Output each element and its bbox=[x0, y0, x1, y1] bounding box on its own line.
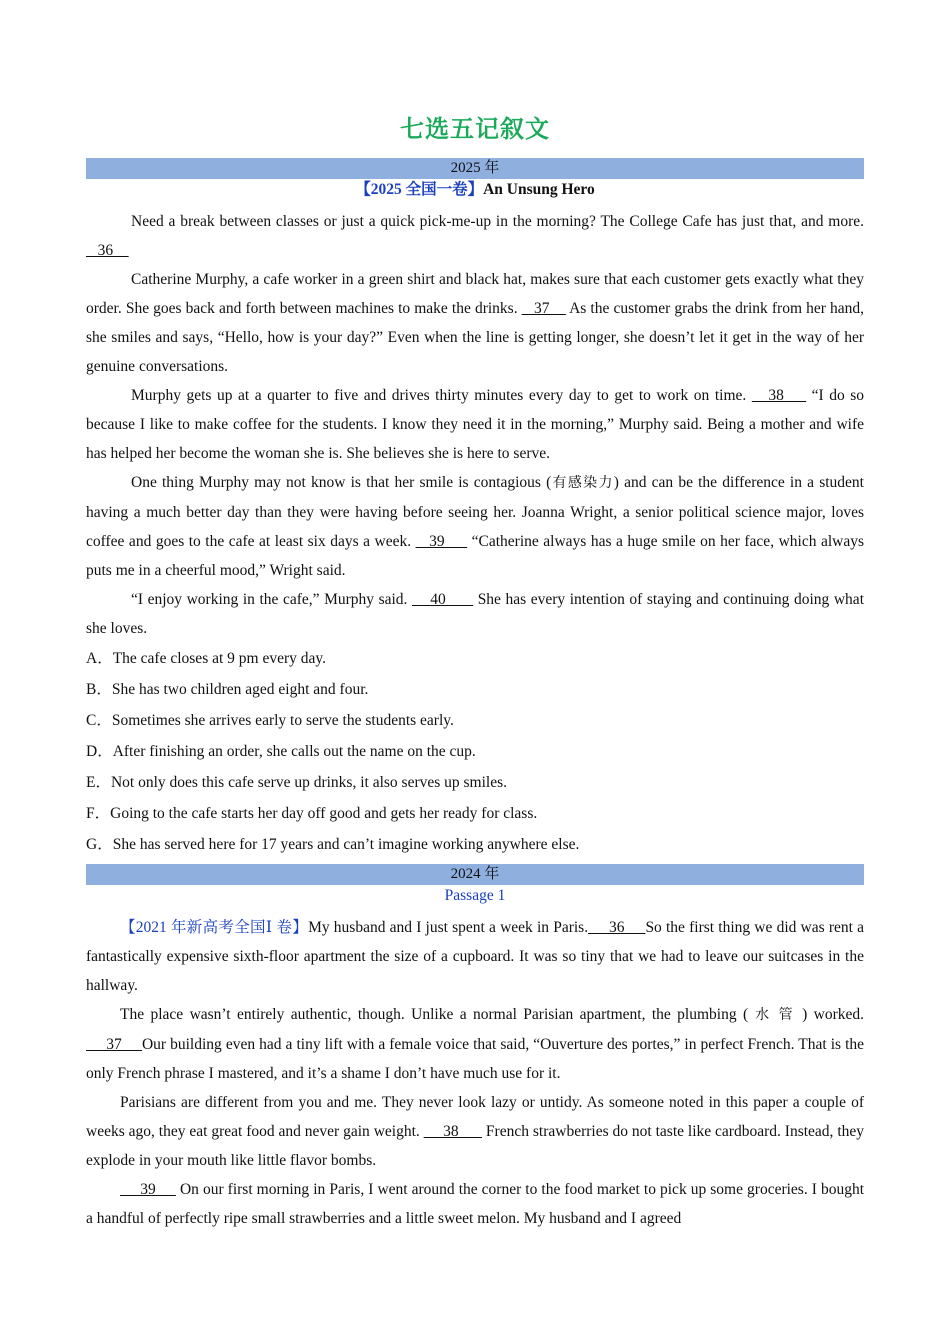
paragraph-text: Catherine Murphy, a cafe worker in a green shirt and black hat, makes sure that each customer gets exactly what they order. She goes back and forth between machines to make the drinks. bbox=[86, 271, 864, 317]
blank-38: 38 bbox=[423, 1123, 483, 1140]
paragraph-text: ) worked. bbox=[802, 1006, 864, 1023]
paragraph-1 bbox=[86, 207, 864, 265]
blank-37: 37 bbox=[521, 300, 566, 317]
paragraph-text: French strawberries do not taste like cardboard. Instead, they explode in your mouth like little flavor bombs. bbox=[86, 1123, 864, 1169]
passage-title: An Unsung Hero bbox=[483, 181, 595, 198]
paragraph-text: Murphy gets up at a quarter to five and drives thirty minutes every day to get to work on time. bbox=[131, 387, 752, 404]
chinese-gloss: 有感染力 bbox=[551, 475, 614, 491]
year-band-2024: 2024 年 bbox=[86, 864, 864, 885]
paragraph-6 bbox=[86, 913, 864, 1000]
paragraph-8 bbox=[86, 1088, 864, 1175]
paragraph-text: “Catherine always has a huge smile on her face, which always puts me in a cheerful mood,” Wright said. bbox=[86, 533, 864, 579]
paragraph-text: The place wasn’t entirely authentic, though. Unlike a normal Parisian apartment, the plumbing ( bbox=[120, 1006, 749, 1023]
paragraph-text: “I enjoy working in the cafe,” Murphy said. bbox=[131, 591, 412, 608]
paragraph-text: As the customer grabs the drink from her hand, she smiles and says, “Hello, how is your day?” Even when the line is getting longer, she doesn’t let it get in the way of her genuine conversations. bbox=[86, 300, 865, 375]
page-title: 七选五记叙文 bbox=[400, 117, 550, 143]
paragraph-text: Parisians are different from you and me. They never look lazy or untidy. As someone noted in this paper a couple of weeks ago, they eat great food and never gain weight. bbox=[86, 1094, 864, 1140]
paragraph-text: ) and can be the difference in a student having a much better day than they were having before seeing her. Joanna Wright, a senior political science major, loves coffee and goes to the cafe at least six days a week. bbox=[86, 474, 864, 550]
option-f: F．Going to the cafe starts her day off good and gets her ready for class. bbox=[86, 805, 538, 822]
source-tag: 【2021 年新高考全国Ⅰ 卷】 bbox=[120, 919, 309, 936]
blank-38: 38 bbox=[751, 387, 807, 404]
paragraph-3 bbox=[86, 381, 864, 468]
paragraph-text: “I do so because I like to make coffee for the students. I know they need it in the morning,” Murphy said. Being a mother and wife has helped her become the woman she is. She believes she is here to serve. bbox=[86, 387, 865, 462]
paragraph-5 bbox=[86, 585, 864, 643]
blank-36: 36 bbox=[588, 919, 646, 936]
paragraph-text: Our building even had a tiny lift with a female voice that said, “Ouverture des portes,” in perfect French. That is the only French phrase I mastered, and it’s a shame I don’t have much use for it. bbox=[86, 1036, 865, 1082]
paragraph-2 bbox=[86, 265, 864, 381]
paragraph-text: She has every intention of staying and continuing doing what she loves. bbox=[86, 591, 864, 637]
option-e: E．Not only does this cafe serve up drinks, it also serves up smiles. bbox=[86, 774, 508, 791]
blank-40: 40 bbox=[411, 591, 474, 608]
blank-39: 39 bbox=[415, 533, 468, 550]
paragraph-text: So the first thing we did was rent a fantastically expensive sixth-floor apartment the size of a cupboard. It was so tiny that we had to leave our suitcases in the hallway. bbox=[86, 919, 865, 994]
paragraph-text: On our first morning in Paris, I went around the corner to the food market to pick up some groceries. I bought a handful of perfectly ripe small strawberries and a little sweet melon. My husband and I agreed bbox=[86, 1181, 865, 1227]
paragraph-4 bbox=[86, 468, 864, 585]
blank-37: 37 bbox=[86, 1036, 142, 1053]
paragraph-7 bbox=[86, 1000, 864, 1088]
paragraph-9 bbox=[86, 1175, 864, 1233]
passage-heading-2025 bbox=[86, 179, 864, 201]
blank-39: 39 bbox=[120, 1181, 176, 1198]
option-b: B．She has two children aged eight and four. bbox=[86, 681, 369, 698]
paragraph-text: One thing Murphy may not know is that her smile is contagious ( bbox=[131, 474, 552, 491]
option-c: C．Sometimes she arrives early to serve the students early. bbox=[86, 712, 454, 729]
source-tag: 【2025 全国一卷】 bbox=[355, 181, 484, 198]
year-band-2025: 2025 年 bbox=[86, 158, 864, 179]
passage-label: Passage 1 bbox=[444, 887, 506, 904]
blank-36: 36 bbox=[86, 242, 129, 259]
paragraph-text: Need a break between classes or just a quick pick-me-up in the morning? The College Cafe has just that, and more. bbox=[131, 213, 864, 230]
option-list bbox=[86, 643, 864, 860]
option-a: A．The cafe closes at 9 pm every day. bbox=[86, 650, 327, 667]
option-d: D．After finishing an order, she calls out the name on the cup. bbox=[86, 743, 476, 760]
paragraph-text: My husband and I just spent a week in Paris. bbox=[308, 919, 589, 936]
option-g: G．She has served here for 17 years and can’t imagine working anywhere else. bbox=[86, 836, 580, 853]
document-page bbox=[86, 112, 864, 1233]
chinese-gloss: 水 管 bbox=[748, 1007, 803, 1023]
